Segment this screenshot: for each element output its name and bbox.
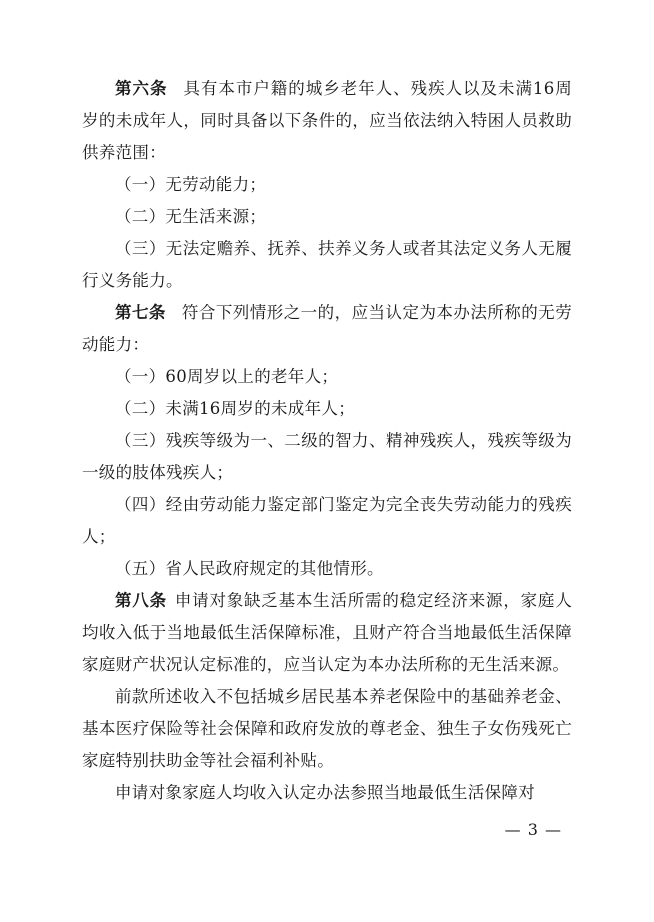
list-item: （四）经由劳动能力鉴定部门鉴定为完全丧失劳动能力的残疾人； [82, 495, 572, 546]
page-number: — 3 — [504, 820, 562, 839]
list-item: （二）未满16周岁的未成年人； [115, 399, 355, 418]
article-text: 具有本市户籍的城乡老年人、残疾人以及未满16周岁的未成年人，同时具备以下条件的，应当依法纳入特困人员救助供养范围： [82, 79, 572, 162]
list-item: （二）无生活来源； [115, 207, 267, 226]
article-text: 符合下列情形之一的，应当认定为本办法所称的无劳动能力： [82, 303, 572, 354]
list-item: （三）无法定赡养、抚养、扶养义务人或者其法定义务人无履行义务能力。 [82, 239, 572, 290]
article-text: 申请对象缺乏基本生活所需的稳定经济来源，家庭人均收入低于当地最低生活保障标准，且财产符合当地最低生活保障家庭财产状况认定标准的，应当认定为本办法所称的无生活来源。 [82, 591, 572, 674]
article-heading: 第七条 [115, 303, 166, 322]
body-paragraph: 前款所述收入不包括城乡居民基本养老保险中的基础养老金、基本医疗保险等社会保障和政府发放的尊老金、独生子女伤残死亡家庭特别扶助金等社会福利补贴。 [82, 687, 572, 770]
list-item: （一）60周岁以上的老年人； [115, 367, 339, 386]
article-8-paragraph [82, 585, 572, 681]
document-body [82, 73, 572, 809]
body-paragraph: 申请对象家庭人均收入认定办法参照当地最低生活保障对 [115, 783, 535, 802]
list-item: （五）省人民政府规定的其他情形。 [115, 559, 384, 578]
list-item: （三）残疾等级为一、二级的智力、精神残疾人，残疾等级为一级的肢体残疾人； [82, 431, 572, 482]
article-heading: 第八条 [115, 591, 167, 610]
list-item: （一）无劳动能力； [115, 175, 267, 194]
article-7-paragraph [82, 297, 572, 361]
article-heading: 第六条 [115, 79, 168, 98]
article-6-paragraph [82, 73, 572, 169]
